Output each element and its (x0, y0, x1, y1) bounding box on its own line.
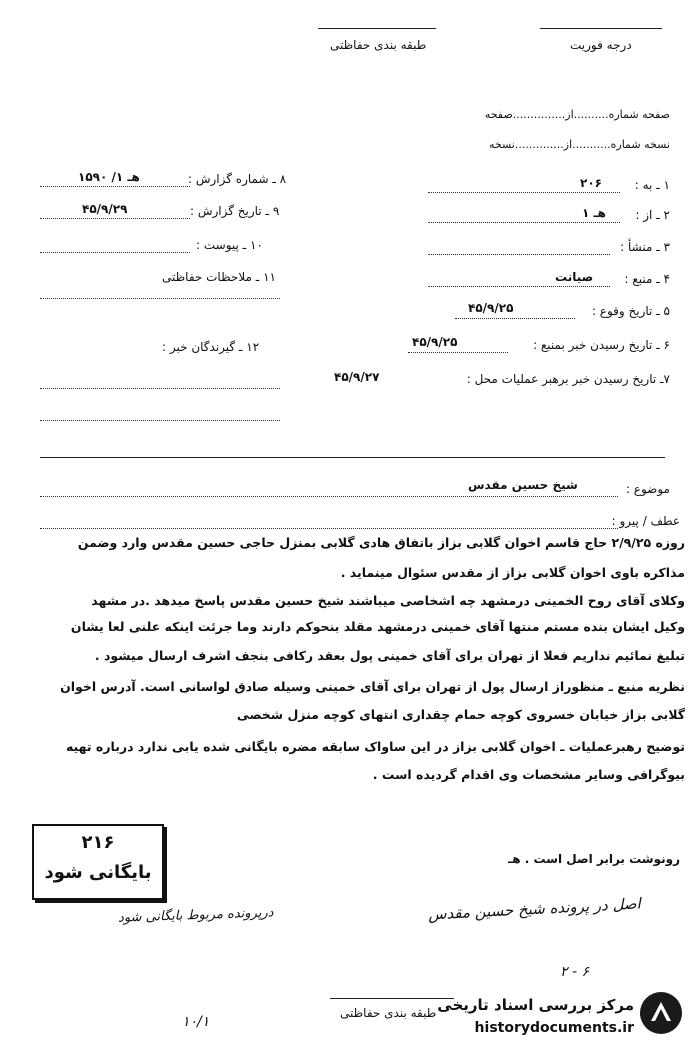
field-received-ops-value: ۴۵/۹/۲۷ (334, 370, 380, 384)
subject-value: شیخ حسین مقدس (468, 478, 578, 492)
reference-label: عطف / پیرو : (611, 514, 680, 528)
body-line-8: توضیح رهبرعملیات ـ اخوان گلابی بزاز در این ساواک سابقه مضره بایگانی شده یابی ندارد درباره تهیه (65, 739, 685, 754)
field-from-label: ۲ ـ از : (635, 208, 670, 222)
handwritten-note: درپرونده مربوط بایگانی شود (117, 905, 274, 926)
signature-note: اصل در پرونده شیخ حسین مقدس (427, 894, 642, 924)
field-report-date-label: ۹ ـ تاریخ گزارش : (190, 204, 280, 218)
recipients-line-2 (40, 420, 280, 421)
subject-line (40, 496, 618, 497)
header-divider-left (318, 28, 436, 29)
body-line-1: روزه ۲/۹/۲۵ حاج قاسم اخوان گلابی بزاز باتفاق هادی گلابی بمنزل حاجی حسین مقدس وارد وضمن (77, 535, 685, 550)
field-attachment-line (40, 252, 190, 253)
copy-note: رونوشت برابر اصل است . هـ (508, 852, 680, 866)
stamp-text: بایگانی شود (44, 862, 152, 883)
field-recipients-label: ۱۲ ـ گیرندگان خبر : (162, 340, 260, 354)
bottom-divider (330, 998, 454, 999)
field-origin-line (428, 254, 610, 255)
field-report-number-line (40, 186, 190, 187)
body-line-2: مذاکره باوی اخوان گلابی بزاز از مقدس سئوال مینماید . (340, 565, 685, 580)
body-line-4: وکیل ایشان بنده مستم منتها آقای خمینی درمشهد مقلد بنحوکم دارند وما جرئت اینکه علنی لعا یشان (70, 619, 685, 634)
body-line-3: وکلای آقای روح الخمینی درمشهد چه اشخاصی میباشند شیخ حسین مقدس پاسخ میدهد .در مشهد (91, 593, 685, 608)
field-event-date-line (455, 318, 575, 319)
field-to-value: ۲۰۶ (580, 176, 602, 190)
classification-label: طبقه بندی حفاظتی (330, 38, 427, 52)
archive-logo-icon (638, 990, 684, 1036)
field-notes-label: ۱۱ ـ ملاحظات حفاظتی (162, 270, 276, 284)
watermark-center-name: مرکز بررسی اسناد تاریخی (437, 996, 634, 1014)
field-event-date-value: ۴۵/۹/۲۵ (468, 301, 514, 315)
field-to-label: ۱ ـ به : (634, 178, 670, 192)
code-marker: ۲ - ۶ (560, 964, 589, 980)
stamp-number: ۲۱۶ (81, 832, 115, 853)
copy-number-label: نسخه شماره...........از..............نسخه (488, 138, 670, 151)
field-source-label: ۴ ـ منبع : (624, 272, 670, 286)
field-source-line (428, 286, 610, 287)
section-divider (40, 457, 665, 458)
field-origin-label: ۳ ـ منشأ : (620, 240, 670, 254)
priority-label: درجه فوریت (570, 38, 632, 52)
field-from-value: هـ ۱ (582, 206, 606, 220)
body-line-6: نظریه منبع ـ منظوراز ارسال پول از تهران برای آقای خمینی وسیله صادق لواسانی است. آدرس اخوان (60, 679, 685, 694)
watermark-site-url: historydocuments.ir (474, 1020, 634, 1036)
header-divider-right (540, 28, 662, 29)
field-to-line (428, 192, 620, 193)
field-received-source-value: ۴۵/۹/۲۵ (412, 335, 458, 349)
reference-line (40, 528, 618, 529)
field-source-value: صیانت (555, 270, 594, 284)
field-report-date-value: ۴۵/۹/۲۹ (82, 202, 128, 216)
page-number-label: صفحه شماره..........از...............صفحه (484, 108, 670, 121)
field-received-source-label: ۶ ـ تاریخ رسیدن خبر بمنبع : (533, 338, 670, 352)
bottom-classification-label: طبقه بندی حفاظتی (340, 1006, 437, 1020)
field-received-ops-label: ۷ـ تاریخ رسیدن خبر برهبر عملیات محل : (466, 372, 670, 386)
page-marker: ۱۰/۱ (182, 1014, 210, 1030)
field-from-line (428, 222, 620, 223)
field-event-date-label: ۵ ـ تاریخ وقوع : (591, 304, 670, 318)
subject-label: موضوع : (625, 482, 670, 496)
field-report-number-label: ۸ ـ شماره گزارش : (188, 172, 287, 186)
field-report-number-value: ۱۵۹۰ /هـ ۱ (78, 170, 140, 184)
field-received-source-line (408, 352, 508, 353)
body-line-5: تبلیغ نمائیم نداریم فعلا از تهران برای آقای خمینی پول بعقد رکافی بنجف اشرف ارسال میشود . (94, 648, 685, 663)
body-line-7: گلابی بزاز خیابان خسروی کوچه حمام چقداری انتهای کوچه منزل شخصی (236, 707, 685, 722)
archive-stamp (32, 824, 164, 900)
field-attachment-label: ۱۰ ـ پیوست : (196, 238, 263, 252)
field-report-date-line (40, 218, 190, 219)
body-line-9: بیوگرافی وسایر مشخصات وی اقدام گردیده است . (372, 767, 685, 782)
recipients-line-1 (40, 388, 280, 389)
field-notes-line (40, 298, 280, 299)
